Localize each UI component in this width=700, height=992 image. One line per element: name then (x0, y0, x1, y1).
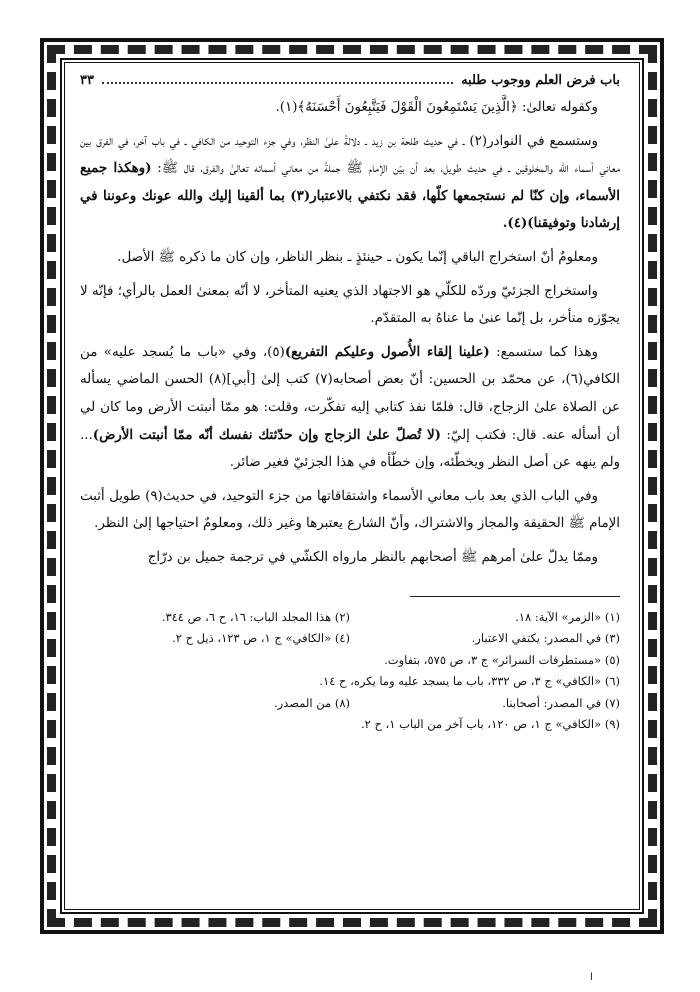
footnote-row (80, 671, 620, 693)
footnote-8: (٨) من المصدر. (274, 695, 350, 710)
paragraph-4: واستخراج الجزئيّ وردّه للكلّي هو الاجتهاد الذي يعنيه المتأخر، لا أنّه بمعنىٰ العمل بالرأي؛ فإنّه لا يجوّزه متأخر، بل إنّما عنىٰ ما عناهُ به المتقدّم. (80, 283, 620, 327)
page-content (80, 66, 620, 896)
printer-mark: ا (590, 972, 593, 983)
footnote-9: (٩) «الكافي» ج ١، ص ١٢٠، باب آخر من الباب ١، ح ٢. (360, 717, 620, 731)
footnote-1: (١) «الزمر» الآية: ١٨. (515, 609, 620, 624)
paragraph-2-quote: (وهكذا جميع الأسماء، وإن كنّا لم نستجمعها كلّها، فقد نكتفي بالاعتبار(٣) بما ألقينا إليك والله عونك وعوننا في إرشادنا وتوفيقنا)(٤). (80, 160, 620, 232)
header-leader-dots (102, 66, 453, 84)
footnote-row (80, 714, 620, 736)
paragraph-7: وممّا يدلّ علىٰ أمرهم ﷺ أصحابهم بالنظر مارواه الكشّي في ترجمة جميل بن درّاج (147, 549, 598, 565)
paragraph-5-end: ... ولم ينهه عن أصل النظر ويخطّئه، وإن خطّأه في هذا الجزئيّ فغير ضائر. (80, 427, 620, 471)
footnote-4: (٤) «الكافي» ج ١، ص ١٢٣، ذيل ح ٢. (172, 631, 350, 645)
footnote-separator (410, 596, 620, 597)
page-number: ٣٣ (80, 73, 94, 88)
paragraph-5 (80, 339, 620, 477)
footnote-row (80, 607, 620, 629)
footnote-7: (٧) في المصدر: أصحابنا. (502, 695, 620, 710)
footnote-3: (٣) في المصدر: يكتفي الاعتبار. (471, 631, 620, 645)
paragraph-2-text: وستسمع في النوادر(٢) ـ في حديث طلحة بن زيد ـ دلالةً علىٰ النظر، وفي جزء التوحيد من الكافي ـ في باب آخر، في الفرق بين معاني أسماء الله والمخلوقين ـ في حديث طويل، بعد أن بيّن الإمام ﷺ جملةً من معاني أسمائه تعالىٰ والفرق، قال ﷺ: (80, 133, 620, 177)
footnote-5: (٥) «مستطرفات السرائر» ج ٣، ص ٥٧٥، بتفاوت. (384, 652, 620, 667)
main-text (80, 94, 620, 572)
paragraph-5-text: (٥)، وفي «باب ما يُسجد عليه» من الكافي(٦)، عن محمّد بن الحسين: أنّ بعض أصحابه(٧) كتب إلىٰ [أبي](٨) الحسن الماضي يسأله عن الصلاة علىٰ الزجاج، قال: فلمّا نفذ كتابي إليه تفكّرت، وقلت: هو ممّا أنبتت الأرض وما كان لي أن أسأله عنه. قال: فكتب إليّ: (80, 344, 620, 443)
footnote-6: (٦) «الكافي» ج ٣، ص ٣٣٢، باب ما يسجد عليه وما يكره، ح ١٤. (319, 674, 620, 688)
paragraph-3: ومعلومٌ أنّ استخراج الباقي إنّما يكون ـ حينئذٍ ـ بنظر الناظر، وإن كان ما ذكره ﷺ الأصل. (117, 249, 598, 265)
paragraph-5-quote-2: (لا تُصلّ علىٰ الزجاج وإن حدّثتك نفسك أنّه ممّا أنبتت الأرض) (92, 426, 441, 443)
footnote-row (80, 693, 620, 715)
paragraph-5-quote-1: (علينا إلقاء الأُصول وعليكم التفريع) (284, 343, 490, 360)
footnote-row (80, 650, 620, 672)
paragraph-5-intro: وهذا كما ستسمع: (489, 344, 598, 360)
running-header (80, 66, 620, 94)
footnote-row (80, 628, 620, 650)
paragraph-2 (80, 128, 620, 238)
paragraph-1: وكقوله تعالىٰ: ﴿الَّذِينَ يَسْتَمِعُونَ الْقَوْلَ فَيَتَّبِعُونَ أَحْسَنَهُ﴾(١). (275, 100, 598, 115)
header-title: باب فرض العلم ووجوب طلبه (461, 73, 620, 88)
footnotes (80, 607, 620, 736)
footnote-2: (٢) هذا المجلد الباب: ١٦، ح ٦، ص ٣٤٤. (161, 609, 350, 624)
paragraph-6: وفي الباب الذي بعد باب معاني الأسماء واشتقاقاتها من جزء التوحيد، في حديث(٩) طويل أثبت الإمام ﷺ الحقيقة والمجاز والاشتراك، وأنّ الشارع يعتبرها وغير ذلك، ومعلومٌ احتياجها إلىٰ النظر. (80, 488, 620, 532)
